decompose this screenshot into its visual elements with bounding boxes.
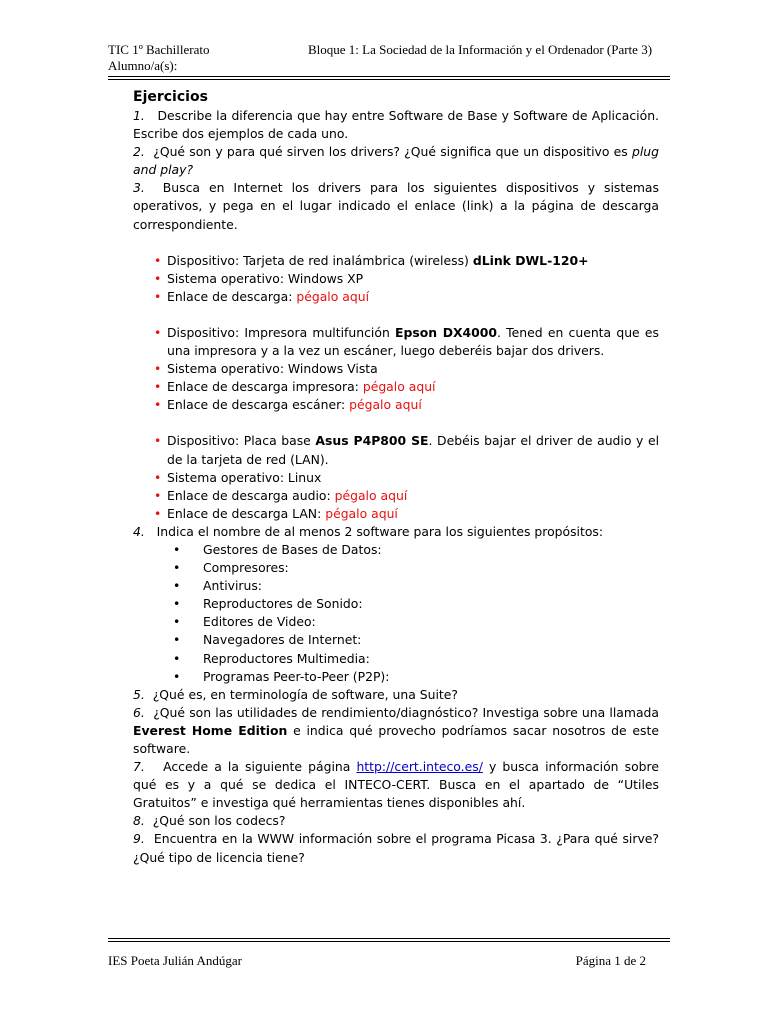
- exercise-number: 9.: [133, 831, 145, 847]
- exercise-8: [133, 812, 659, 830]
- exercise-number: 3.: [133, 180, 145, 196]
- list-item: • Sistema operativo: Linux: [167, 469, 659, 487]
- list-item: • Enlace de descarga impresora: pégalo aquí: [167, 378, 659, 396]
- device-3-list: [133, 432, 659, 522]
- page-title: Ejercicios: [133, 89, 208, 105]
- paste-placeholder[interactable]: pégalo aquí: [296, 288, 370, 304]
- list-item: • Programas Peer-to-Peer (P2P):: [203, 668, 659, 686]
- exercise-text: Indica el nombre de al menos 2 software para los siguientes propósitos:: [156, 523, 604, 539]
- device-2-list: [133, 324, 659, 414]
- bullet-icon: •: [173, 560, 181, 576]
- bullet-icon: •: [154, 288, 162, 304]
- list-item: • Enlace de descarga audio: pégalo aquí: [167, 487, 659, 505]
- exercise-number: 1.: [133, 108, 145, 123]
- footer-rule: [108, 941, 670, 942]
- list-item: • Editores de Video:: [203, 613, 659, 631]
- bullet-icon: •: [173, 541, 181, 557]
- device-model: Epson DX4000: [395, 324, 498, 340]
- software-purpose-list: [133, 541, 659, 686]
- bullet-icon: •: [173, 614, 181, 630]
- bullet-icon: •: [154, 469, 162, 485]
- list-item: • Sistema operativo: Windows XP: [167, 270, 659, 288]
- bullet-icon: •: [173, 596, 181, 612]
- paste-placeholder[interactable]: pégalo aquí: [334, 487, 408, 503]
- list-item: • Navegadores de Internet:: [203, 631, 659, 649]
- page-number: Página 1 de 2: [575, 953, 646, 968]
- bullet-icon: •: [173, 668, 181, 684]
- bullet-icon: •: [154, 252, 162, 268]
- list-item: • Compresores:: [203, 559, 659, 577]
- exercise-4: [133, 523, 659, 541]
- exercise-text: Encuentra en la WWW información sobre el programa Picasa 3. ¿Para qué sirve? ¿Qué tipo de licencia tiene?: [133, 831, 659, 865]
- list-item: • Dispositivo: Tarjeta de red inalámbrica (wireless) dLink DWL-120+: [167, 252, 659, 270]
- list-item: • Dispositivo: Placa base Asus P4P800 SE. Debéis bajar el driver de audio y el de la tarjeta de red (LAN).: [154, 433, 660, 467]
- exercise-3: [133, 179, 659, 233]
- exercise-6: 6. ¿Qué son las utilidades de rendimiento/diagnóstico? Investiga sobre una llamada Everest Home Edition e indica qué provecho podríamos sacar nosotros de este software.: [133, 704, 659, 756]
- list-item: • Enlace de descarga: pégalo aquí: [167, 288, 659, 306]
- device-model: dLink DWL-120+: [472, 252, 589, 268]
- list-item: • Gestores de Bases de Datos:: [203, 541, 659, 559]
- list-item: • Dispositivo: Impresora multifunción Epson DX4000. Tened en cuenta que es una impresora y a la vez un escáner, luego deberéis bajar dos drivers.: [154, 324, 659, 359]
- list-item: • Enlace de descarga escáner: pégalo aquí: [167, 396, 659, 414]
- bullet-icon: •: [154, 433, 162, 449]
- school-name: IES Poeta Julián Andúgar: [108, 953, 242, 968]
- exercise-text: Busca en Internet los drivers para los siguientes dispositivos y sistemas operativos, y pega en el lugar indicado el enlace (link) a la página de descarga correspondiente.: [133, 180, 659, 232]
- list-item: • Sistema operativo: Windows Vista: [167, 360, 659, 378]
- exercise-7: 7. Accede a la siguiente página http://cert.inteco.es/ y busca información sobre qué es y a qué se dedica el INTECO-CERT. Busca en el apartado de “Utiles Gratuitos” e investiga qué herramientas tienes disponibles ahí.: [133, 759, 659, 811]
- exercise-number: 2.: [133, 144, 145, 160]
- header-rule: [108, 76, 670, 77]
- exercise-text: ¿Qué es, en terminología de software, una Suite?: [152, 686, 458, 702]
- bullet-icon: •: [154, 505, 162, 521]
- exercise-text: Describe la diferencia que hay entre Software de Base y Software de Aplicación. Escribe dos ejemplos de cada uno.: [133, 108, 659, 142]
- bullet-icon: •: [154, 324, 162, 340]
- exercise-1: [133, 107, 659, 143]
- exercise-2: [133, 143, 659, 179]
- bullet-icon: •: [154, 487, 162, 503]
- list-item: • Reproductores Multimedia:: [203, 650, 659, 668]
- device-model: Asus P4P800 SE: [315, 433, 429, 449]
- paste-placeholder[interactable]: pégalo aquí: [325, 505, 398, 521]
- header-rule: [108, 79, 670, 80]
- bullet-icon: •: [154, 270, 162, 286]
- bullet-icon: •: [173, 650, 181, 666]
- list-item: • Reproductores de Sonido:: [203, 595, 659, 613]
- bullet-icon: •: [173, 632, 181, 648]
- exercise-number: 8.: [133, 813, 145, 829]
- bullet-icon: •: [173, 578, 181, 594]
- paste-placeholder[interactable]: pégalo aquí: [349, 397, 422, 413]
- exercise-number: 5.: [133, 686, 145, 702]
- exercise-number: 4.: [133, 523, 145, 539]
- exercise-5: [133, 686, 659, 704]
- bullet-icon: •: [154, 379, 162, 395]
- exercise-9: [133, 830, 659, 866]
- exercise-content: [133, 88, 659, 867]
- exercise-text: ¿Qué son y para qué sirven los drivers? ¿Qué significa que un dispositivo es: [153, 144, 628, 160]
- paste-placeholder[interactable]: pégalo aquí: [362, 379, 436, 395]
- exercise-number: 7.: [133, 759, 145, 775]
- bullet-icon: •: [154, 397, 162, 413]
- inteco-cert-link[interactable]: http://cert.inteco.es/: [356, 759, 483, 775]
- block-title: Bloque 1: La Sociedad de la Información y el Ordenador (Parte 3): [308, 42, 653, 57]
- list-item: • Enlace de descarga LAN: pégalo aquí: [167, 505, 659, 523]
- exercise-number: 6.: [133, 704, 145, 720]
- exercise-text: ¿Qué son los codecs?: [152, 813, 286, 829]
- course-label: TIC 1º Bachillerato: [108, 42, 210, 57]
- exercise-text-italic: plug and play?: [133, 144, 659, 178]
- software-name: Everest Home Edition: [133, 722, 288, 738]
- student-label: Alumno/a(s):: [108, 58, 178, 73]
- device-1-list: [133, 252, 659, 306]
- footer-rule: [108, 938, 670, 939]
- bullet-icon: •: [154, 361, 162, 377]
- list-item: • Antivirus:: [203, 577, 659, 595]
